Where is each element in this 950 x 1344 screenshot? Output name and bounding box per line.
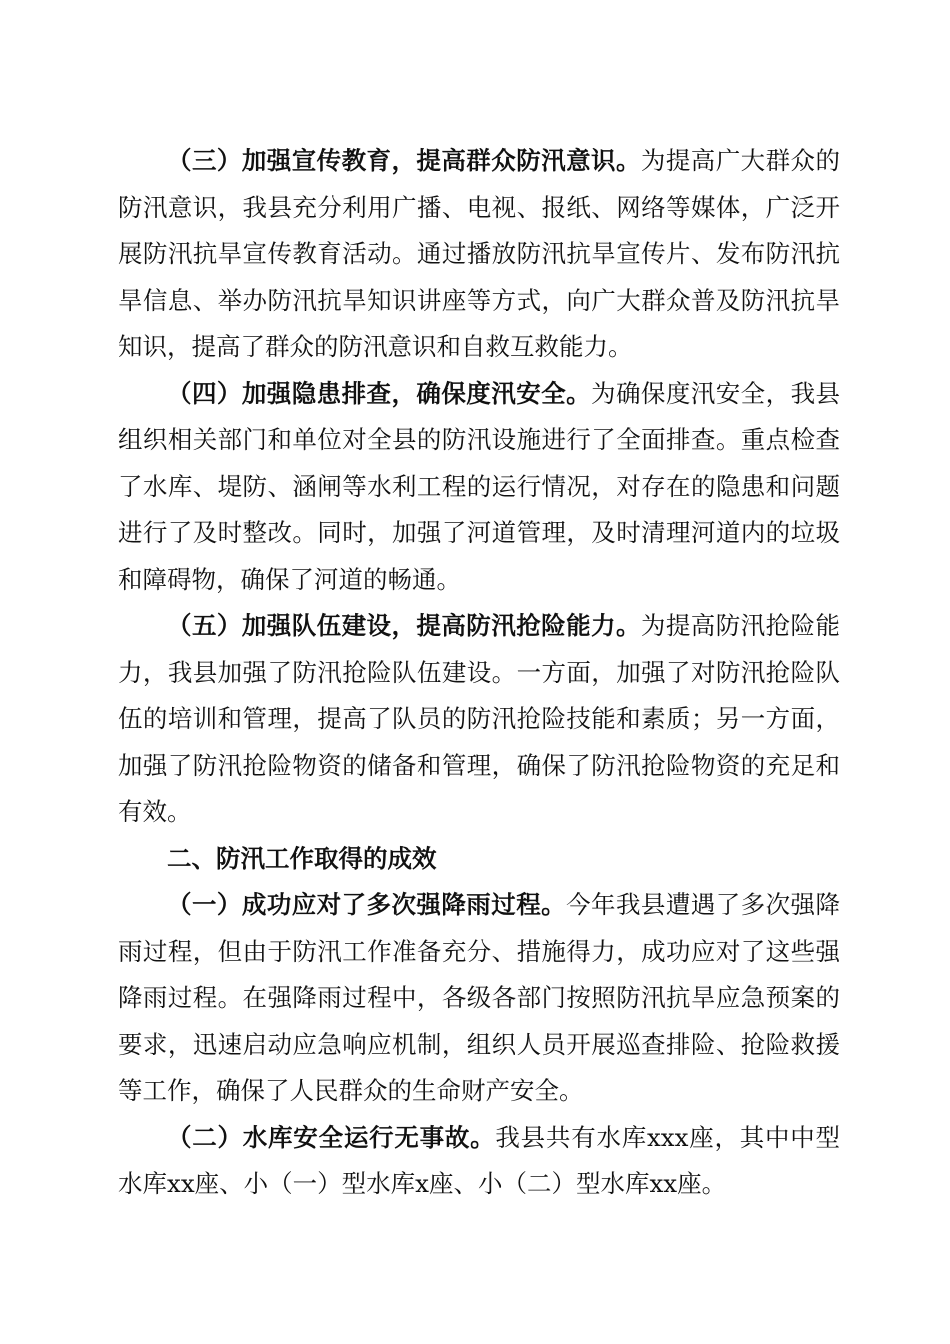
paragraph-lead: （三）加强宣传教育，提高群众防汛意识。 xyxy=(167,146,641,175)
paragraph-reservoir-safety xyxy=(118,1115,840,1208)
section-heading: 二、防汛工作取得的成效 xyxy=(167,843,437,873)
paragraph-lead: （四）加强隐患排查，确保度汛安全。 xyxy=(167,378,592,408)
paragraph-hazard-inspection xyxy=(118,371,840,604)
paragraph-text: 为提高广大群众的防汛意识，我县充分利用广播、电视、报纸、网络等媒体，广泛开展防汛抗旱宣传教育活动。通过播放防汛抗旱宣传片、发布防汛抗旱信息、举办防汛抗旱知识讲座等方式，向广大群众普及防汛抗旱知识，提高了群众的防汛意识和自救互救能力。 xyxy=(118,146,841,361)
paragraph-text: 为提高防汛抢险能力，我县加强了防汛抢险队伍建设。一方面，加强了对防汛抢险队伍的培训和管理，提高了队员的防汛抢险技能和素质；另一方面，加强了防汛抢险物资的储备和管理，确保了防汛抢险物资的充足和有效。 xyxy=(118,611,841,826)
paragraph-text: 我县共有水库xxx座，其中中型水库xx座、小（一）型水库x座、小（二）型水库xx座。 xyxy=(118,1122,840,1198)
paragraph-team-building xyxy=(118,603,840,836)
paragraph-lead: （五）加强队伍建设，提高防汛抢险能力。 xyxy=(167,611,641,640)
document-body xyxy=(118,138,840,1208)
paragraph-lead: （一）成功应对了多次强降雨过程。 xyxy=(167,890,567,919)
paragraph-publicity-education xyxy=(118,138,840,371)
paragraph-heavy-rainfall xyxy=(118,882,840,1115)
paragraph-text: 今年我县遭遇了多次强降雨过程，但由于防汛工作准备充分、措施得力，成功应对了这些强降雨过程。在强降雨过程中，各级各部门按照防汛抗旱应急预案的要求，迅速启动应急响应机制，组织人员开展巡查排险、抢险救援等工作，确保了人民群众的生命财产安全。 xyxy=(118,890,841,1105)
paragraph-lead: （二）水库安全运行无事故。 xyxy=(167,1122,496,1152)
paragraph-text: 为确保度汛安全，我县组织相关部门和单位对全县的防汛设施进行了全面排查。重点检查了水库、堤防、涵闸等水利工程的运行情况，对存在的隐患和问题进行了及时整改。同时，加强了河道管理，及时清理河道内的垃圾和障碍物，确保了河道的畅通。 xyxy=(118,378,841,594)
